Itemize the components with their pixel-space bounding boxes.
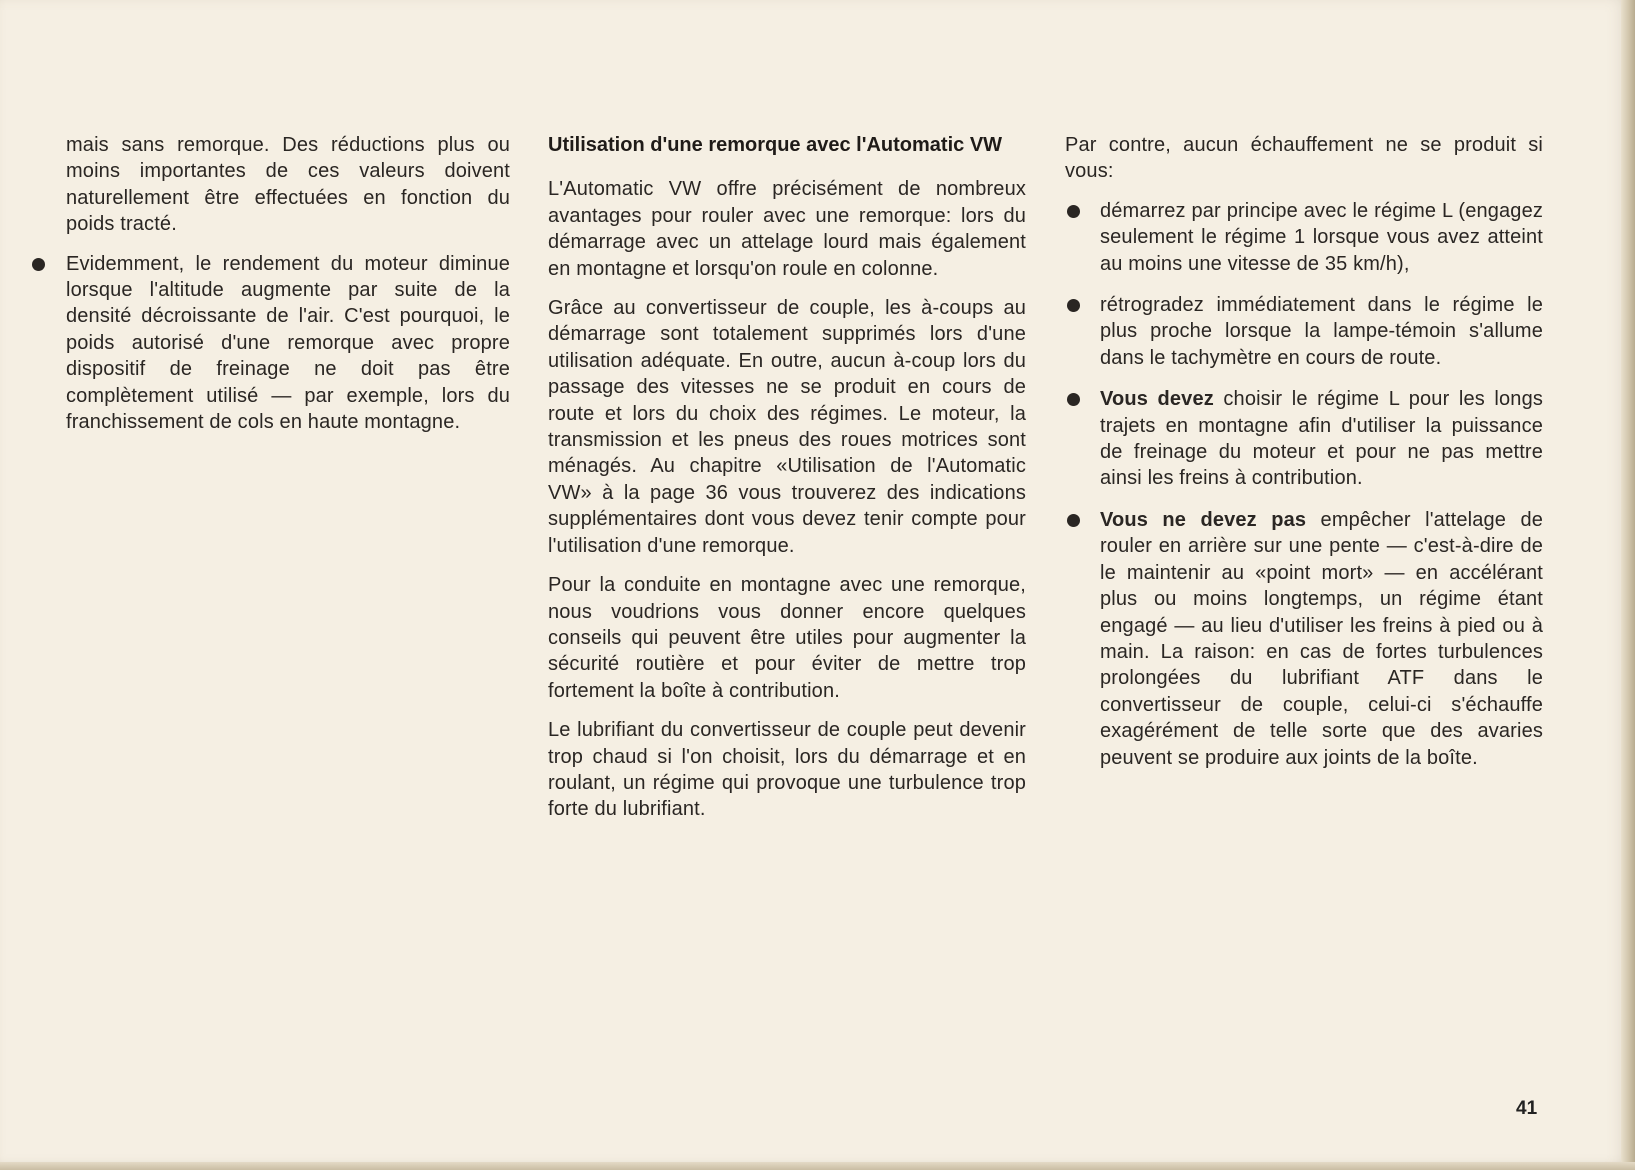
bullet-text <box>1100 507 1543 771</box>
page-edge-right <box>1621 0 1635 1170</box>
paragraph: Le lubrifiant du convertisseur de couple peut devenir trop chaud si l'on choisit, lors du démarrage et en roulant, un régime qui provoque une turbulence trop forte du lubrifiant. <box>548 719 1026 821</box>
paragraph: Pour la conduite en montagne avec une remorque, nous voudrions vous donner encore quelques conseils qui peuvent être utiles pour augmenter la sécurité routière et pour éviter de mettre trop fortement la boîte à contribution. <box>548 574 1026 702</box>
bullet-text <box>1100 386 1543 492</box>
column-left <box>66 132 510 450</box>
paragraph: mais sans remorque. Des réductions plus ou moins importantes de ces valeurs doivent naturellement être effectuées en fonction du poids tracté. <box>66 134 510 236</box>
bullet-item <box>1065 507 1543 771</box>
paragraph: Par contre, aucun échauffement ne se produit si vous: <box>1065 134 1543 183</box>
column-middle <box>548 132 1026 836</box>
page-edge-bottom <box>0 1162 1635 1170</box>
bullet-text <box>1100 292 1543 371</box>
bullet-body: démarrez par principe avec le régime L (engagez seulement le régime 1 lorsque vous avez atteint au moins une vitesse de 35 km/h), <box>1100 199 1543 275</box>
bullet-body: empêcher l'attelage de rouler en arrière sur une pente — c'est-à-dire de le maintenir au «point mort» — en accélérant plus ou moins longtemps, un régime étant engagé — au lieu d'utiliser les freins à pied ou à main. La raison: en cas de fortes turbulences prolongées du lubrifiant ATF dans le convertisseur de couple, celui-ci s'échauffe exagérément de telle sorte que des avaries peuvent se produire aux joints de la boîte. <box>1100 508 1543 769</box>
bullet-item <box>1065 292 1543 371</box>
bullet-item <box>1065 386 1543 492</box>
bullet-item <box>66 251 510 436</box>
bullet-dot-icon <box>1067 514 1080 527</box>
bullet-lead: Vous devez <box>1100 388 1214 411</box>
bullet-text: Evidemment, le rendement du moteur diminue lorsque l'altitude augmente par suite de la densité décroissante de l'air. C'est pourquoi, le poids autorisé d'une remorque avec propre dispositif de freinage ne doit pas être complètement utilisé — par exemple, lors du franchissement de cols en haute montagne. <box>66 252 510 434</box>
paragraph: L'Automatic VW offre précisément de nombreux avantages pour rouler avec une remorque: lors du démarrage avec un attelage lourd mais également en montagne et lorsqu'on roule en colonne. <box>548 178 1026 280</box>
bullet-dot-icon <box>1067 393 1080 406</box>
bullet-body: rétrogradez immédiatement dans le régime le plus proche lorsque la lampe-témoin s'allume dans le tachymètre en cours de route. <box>1100 294 1543 369</box>
bullet-lead: Vous ne devez pas <box>1100 508 1307 531</box>
paragraph: Grâce au convertisseur de couple, les à-coups au démarrage sont totalement supprimés lors d'une utilisation adéquate. En outre, aucun à-coup lors du passage des vitesses ne se produit en cours de route et lors du choix des régimes. Le moteur, la transmission et les pneus des roues motrices sont ménagés. Au chapitre «Utilisation de l'Automatic VW» à la page 36 vous trouverez des indications supplémentaires dont vous devez tenir compte pour l'utilisation d'une remorque. <box>548 297 1026 557</box>
column-right <box>1065 132 1543 786</box>
bullet-body: choisir le régime L pour les longs trajets en montagne afin d'utiliser la puissance de freinage du moteur et pour ne pas mettre ainsi les freins à contribution. <box>1100 388 1543 490</box>
page-number: 41 <box>1516 1098 1538 1119</box>
bullet-text <box>1100 198 1543 277</box>
bullet-dot-icon <box>1067 299 1080 312</box>
bullet-dot-icon <box>32 258 45 271</box>
bullet-item <box>1065 198 1543 277</box>
bullet-dot-icon <box>1067 205 1080 218</box>
section-heading: Utilisation d'une remorque avec l'Automatic VW <box>548 134 1003 156</box>
